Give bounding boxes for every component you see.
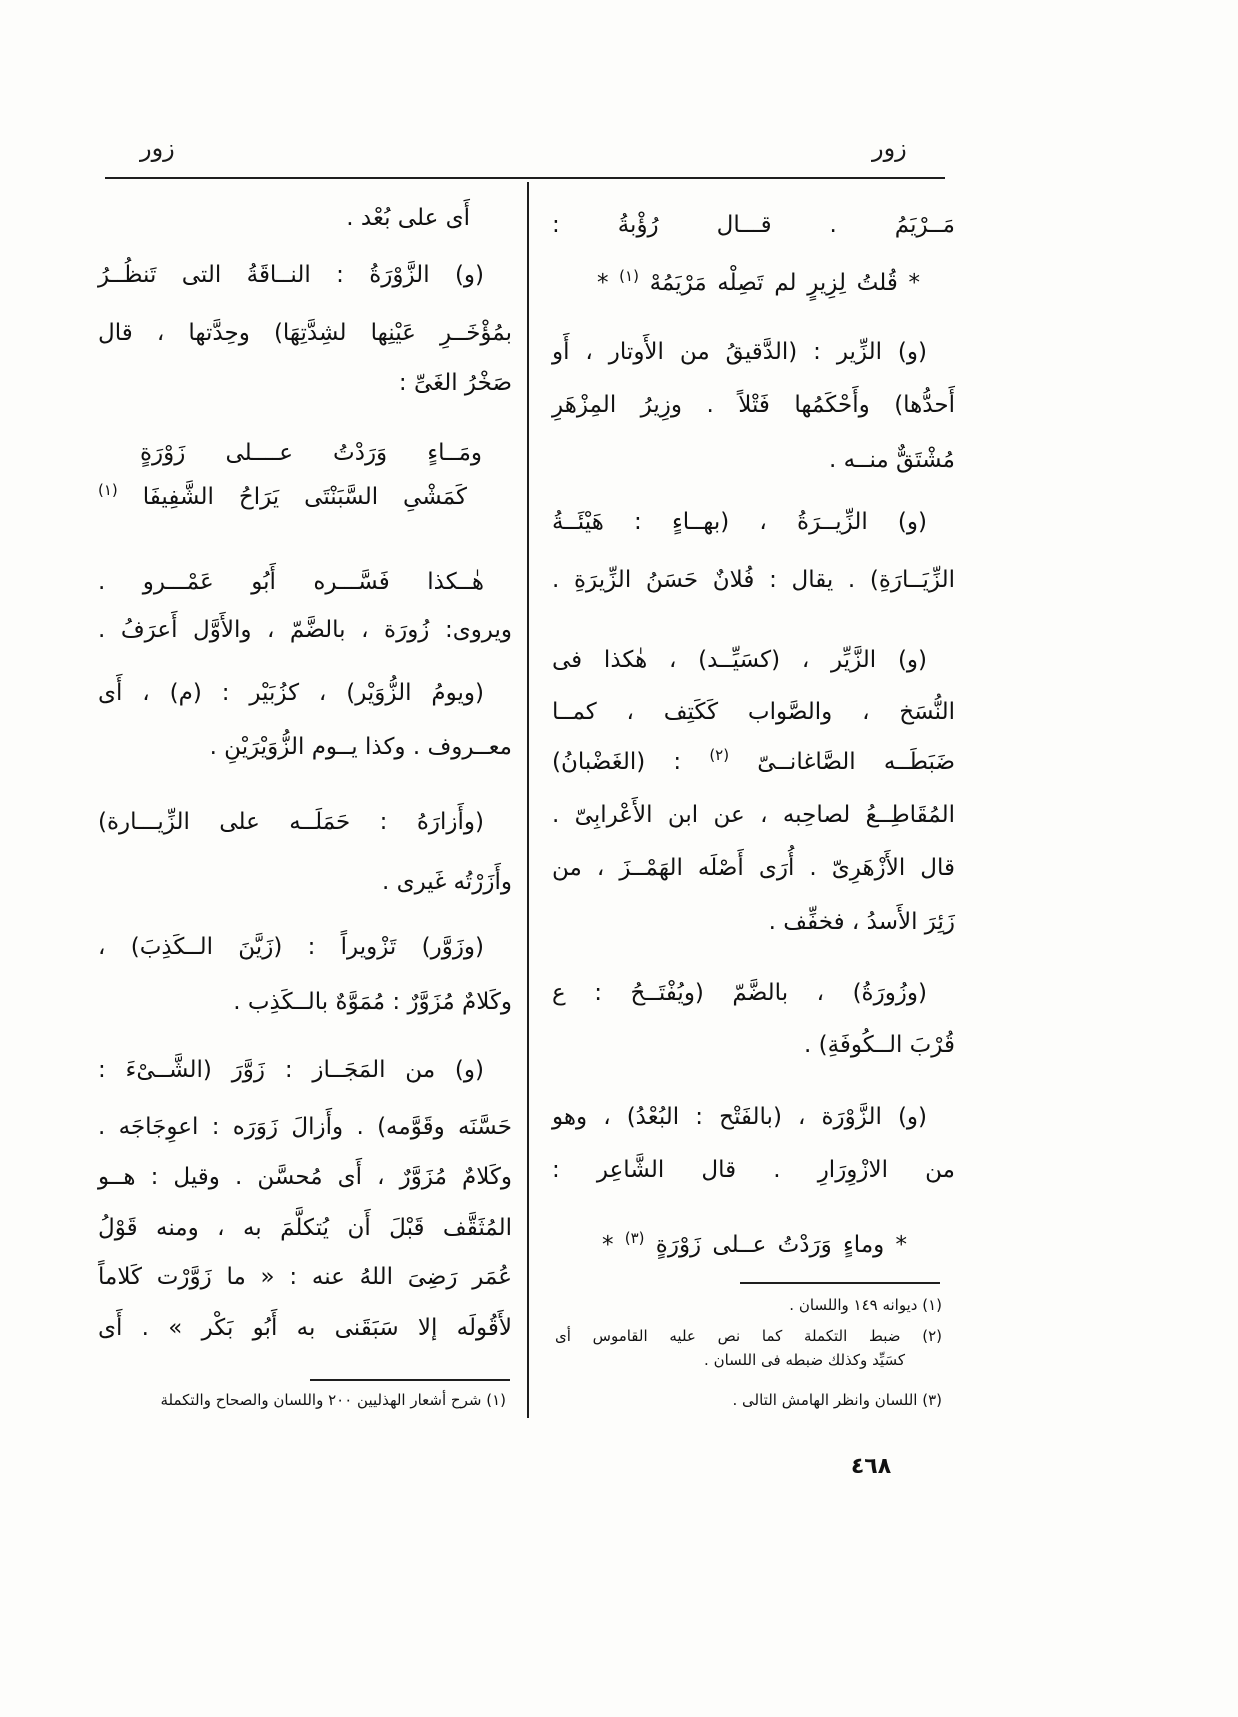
text-segment: : (الغَضْبانُ) xyxy=(552,749,682,775)
text-line: زَئِرَ الأَسدُ ، فخفِّف . xyxy=(768,909,955,935)
verse-line xyxy=(552,1221,955,1269)
footnote-marker: (١) xyxy=(98,481,118,499)
text-line: النُّسَخ ، والصَّواب كَكَتِف ، كمــا xyxy=(552,699,955,725)
footnote-line: (٣) اللسان وانظر الهامش التالى . xyxy=(732,1391,942,1409)
footnote-line: (٢) ضبط التكملة كما نص عليه القاموس أى xyxy=(555,1327,942,1345)
footnote-marker: (١) xyxy=(619,267,639,285)
text-line: (و) الزَّوْرَةُ : النــاقَةُ التى تَنظُــرُ xyxy=(98,262,484,288)
verse-line xyxy=(98,473,512,521)
page-number: ٤٦٨ xyxy=(850,1454,892,1479)
running-head-left: زور xyxy=(140,134,175,162)
verse-text: * قُلتُ لِزِيرٍ لم تَصِلْه مَرْيَمُهْ xyxy=(649,270,920,296)
text-line: وأَزَرْتُه غَيرى . xyxy=(381,869,512,895)
footnote-rule xyxy=(310,1379,510,1381)
verse-end: * xyxy=(597,270,609,296)
footnote-rule xyxy=(740,1282,940,1284)
text-line: وكَلامٌ مُزَوَّرٌ : مُمَوَّهٌ بالــكَذِب . xyxy=(233,989,512,1015)
verse-end: * xyxy=(602,1232,614,1258)
verse-line xyxy=(552,259,955,307)
text-line: المُقَاطِــعُ لصاحِبه ، عن ابن الأَعْرابِىّ . xyxy=(552,802,955,828)
footnote-marker: (٣) xyxy=(624,1229,645,1247)
text-line: (وزُورَةُ) ، بالضَّمّ (ويُفْتَــحُ : ع xyxy=(552,980,927,1006)
left-column xyxy=(98,0,512,1717)
text-line: المُثَقَّف قَبْلَ أَن يُتكلَّمَ به ، ومنه قَوْلُ xyxy=(98,1215,512,1241)
text-line: الزِّيَــارَةِ) . يقال : فُلانٌ حَسَنُ الزِّيرَةِ . xyxy=(552,567,955,593)
text-line: من الازْوِرَارِ . قال الشَّاعِر : xyxy=(552,1157,955,1183)
text-segment: ضَبَطَــه الصَّاغانــىّ xyxy=(757,749,956,775)
text-line: قال الأَزْهَرِىّ . أُرَى أَصْلَه الهَمْــزَ ، من xyxy=(552,855,955,881)
text-line xyxy=(552,738,955,786)
text-line: (و) من المَجَــاز : زَوَّرَ (الشَّــىْءَ : xyxy=(98,1057,484,1083)
footnote-marker: (٢) xyxy=(709,746,730,764)
text-line: ويروى: زُورَة ، بالضَّمّ ، والأَوَّل أَعرَفُ . xyxy=(98,617,512,643)
text-line: صَخْرُ الغَىِّ : xyxy=(398,370,512,396)
text-line: مَــرْيَمُ . قـــال رُؤْبةُ : xyxy=(552,212,955,238)
text-line: حَسَّنَه وقَوَّمه) . وأَزالَ زَوَرَه : اعوِجَاجَه . xyxy=(98,1114,512,1140)
footnote-line: (١) شرح أشعار الهذليين ٢٠٠ واللسان والصحاح والتكملة xyxy=(160,1391,506,1409)
text-line: (و) الزِّير : (الدَّقيقُ من الأَوتار ، أَو xyxy=(552,339,927,365)
verse-text: كَمَشْىِ السَّبَنْتَى يَرَاحُ الشَّفِيفَا xyxy=(142,484,467,510)
text-line: معــروف . وكذا يــوم الزُّوَيْرَيْنِ . xyxy=(209,734,512,760)
text-line: مُشْتَقٌّ منــه . xyxy=(829,447,955,473)
verse-text: * وماءٍ وَرَدْتُ عــلى زَوْرَةٍ xyxy=(655,1232,907,1258)
footnote-line: (١) ديوانه ١٤٩ واللسان . xyxy=(789,1296,942,1314)
text-line: عُمَر رَضِىَ اللهُ عنه : « ما زَوَّرْت كَلاماً xyxy=(98,1264,512,1290)
text-line: هٰــكذا فَسَّـــره أَبُو عَمْـــرو . xyxy=(98,569,484,595)
text-line: (ويومُ الزُّوَيْر) ، كزُبَيْر : (م) ، أَى xyxy=(98,680,484,706)
text-line: قُرْبَ الــكُوفَةِ) . xyxy=(803,1032,955,1058)
text-line: (و) الزِّيــرَةُ ، (بهــاءٍ : هَيْئَــةُ xyxy=(552,509,927,535)
column-divider xyxy=(527,182,529,1418)
running-head-right: زور xyxy=(872,134,907,162)
text-line: بمُؤْخَــرِ عَيْنِها لشِدَّتِهَا) وحِدَّتها ، قال xyxy=(98,320,512,346)
footnote-line: كسَيِّد وكذلك ضبطه فى اللسان . xyxy=(704,1351,905,1369)
text-line: أَى على بُعْد . xyxy=(346,205,470,231)
text-line: (و) الزَّوْرَة ، (بالفَتْح : البُعْدُ) ، وهو xyxy=(552,1104,927,1130)
text-line: (و) الزَّيِّر ، (كسَيِّــد) ، هٰكذا فى xyxy=(552,647,927,673)
verse-line: ومَــاءٍ وَرَدْتُ عــــلى زَوْرَةٍ xyxy=(140,440,482,466)
text-line: لأَقُولَه إلا سَبَقَنى به أَبُو بَكْر » . أَى xyxy=(98,1315,512,1341)
text-line: أَحدُّها) وأَحْكَمُها فَتْلاً . وزِيرُ المِزْهَرِ xyxy=(552,392,955,418)
text-line: (وأَزارَهُ : حَمَلَــه على الزِّيـــارة) xyxy=(98,809,484,835)
text-line: وكَلامٌ مُزَوَّرٌ ، أَى مُحسَّن . وقيل : هــو xyxy=(98,1164,512,1190)
text-line: (وزَوَّر) تَزْويراً : (زَيَّنَ الــكَذِبَ) ، xyxy=(98,934,484,960)
